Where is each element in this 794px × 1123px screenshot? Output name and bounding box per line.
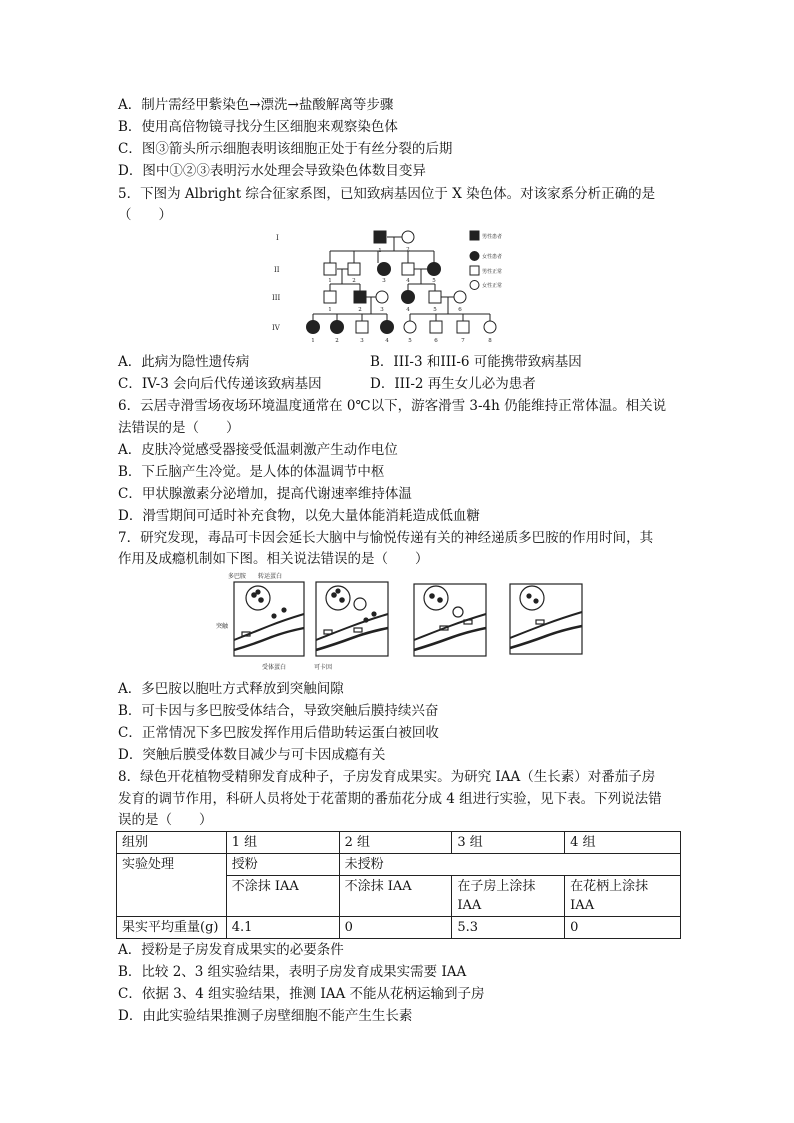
svg-text:1: 1 bbox=[328, 307, 332, 313]
gen-label-2: II bbox=[274, 266, 280, 274]
synapse-panel-3 bbox=[414, 584, 486, 656]
table-cell: 1 组 bbox=[226, 832, 339, 854]
q7-stem: 7．研究发现，毒品可卡因会延长大脑中与愉悦传递有关的神经递质多巴胺的作用时间，其 bbox=[118, 530, 654, 546]
label-receptor: 受体蛋白 bbox=[262, 664, 287, 671]
svg-text:2: 2 bbox=[335, 338, 339, 344]
svg-text:5: 5 bbox=[433, 307, 437, 313]
gen-label-4: IV bbox=[272, 324, 280, 332]
table-cell: 实验处理 bbox=[117, 854, 227, 917]
svg-text:3: 3 bbox=[360, 338, 364, 344]
q6-option-b: B．下丘脑产生冷觉。是人体的体温调节中枢 bbox=[118, 464, 385, 480]
q8-option-a: A．授粉是子房发育成果实的必要条件 bbox=[118, 942, 344, 958]
table-cell: 0 bbox=[565, 917, 681, 939]
svg-text:6: 6 bbox=[434, 338, 438, 344]
svg-text:2: 2 bbox=[406, 247, 410, 253]
svg-text:1: 1 bbox=[328, 278, 332, 284]
synapse-panel-1 bbox=[234, 582, 304, 656]
table-row bbox=[117, 917, 681, 939]
q6-option-d: D．滑雪期间可适时补充食物，以免大量体能消耗造成低血糖 bbox=[118, 508, 480, 524]
label-cocaine: 可卡因 bbox=[314, 664, 333, 671]
table-cell: 果实平均重量(g) bbox=[117, 917, 227, 939]
gen-label-3: III bbox=[272, 294, 281, 302]
q8-stem-cont2: 误的是（ ） bbox=[118, 812, 213, 828]
q6-stem: 6．云居寺滑雪场夜场环境温度通常在 0℃以下，游客滑雪 3-4h 仍能维持正常体温。相关说 bbox=[118, 398, 667, 414]
svg-text:3: 3 bbox=[380, 307, 384, 313]
synapse-panel-2 bbox=[316, 582, 388, 656]
table-cell: 3 组 bbox=[452, 832, 565, 854]
q8-option-d: D．由此实验结果推测子房壁细胞不能产生生长素 bbox=[118, 1008, 413, 1024]
table-cell: 2 组 bbox=[339, 832, 452, 854]
svg-text:1: 1 bbox=[378, 248, 382, 254]
table-cell: 4.1 bbox=[226, 917, 339, 939]
q5-option-d: D．III-2 再生女儿必为患者 bbox=[370, 376, 536, 392]
svg-text:2: 2 bbox=[352, 278, 356, 284]
q4-option-d: D．图中①②③表明污水处理会导致染色体数目变异 bbox=[118, 163, 426, 179]
q4-option-b: B．使用高倍物镜寻找分生区细胞来观察染色体 bbox=[118, 119, 398, 135]
table-cell: 不涂抹 IAA bbox=[226, 876, 339, 917]
q5-option-b: B．III-3 和III-6 可能携带致病基因 bbox=[370, 354, 582, 370]
svg-text:4: 4 bbox=[406, 307, 410, 313]
q7-option-c: C．正常情况下多巴胺发挥作用后借助转运蛋白被回收 bbox=[118, 725, 439, 741]
q8-stem-cont: 发育的调节作用，科研人员将处于花蕾期的番茄花分成 4 组进行实验，见下表。下列说法错 bbox=[118, 791, 662, 807]
synapse-panel-4 bbox=[510, 584, 582, 654]
svg-text:男性正常: 男性正常 bbox=[482, 269, 503, 275]
q7-stem-cont: 作用及成瘾机制如下图。相关说法错误的是（ ） bbox=[118, 551, 429, 567]
q6-stem-cont: 法错误的是（ ） bbox=[118, 420, 240, 436]
table-cell: 授粉 bbox=[226, 854, 339, 876]
svg-text:女性患者: 女性患者 bbox=[482, 254, 503, 260]
table-cell: 在子房上涂抹 IAA bbox=[452, 876, 565, 917]
table-cell: 不涂抹 IAA bbox=[339, 876, 452, 917]
gen-label-1: I bbox=[276, 234, 279, 242]
svg-text:7: 7 bbox=[461, 338, 465, 344]
pedigree-chart bbox=[270, 226, 530, 348]
svg-text:8: 8 bbox=[488, 338, 492, 344]
label-transporter: 转运蛋白 bbox=[258, 573, 283, 580]
table-row bbox=[117, 854, 681, 876]
svg-text:3: 3 bbox=[382, 278, 386, 284]
svg-text:4: 4 bbox=[406, 278, 410, 284]
synapse-figure bbox=[214, 570, 586, 674]
q5-stem-bracket: （ ） bbox=[118, 207, 172, 223]
q8-option-c: C．依据 3、4 组实验结果，推测 IAA 不能从花柄运输到子房 bbox=[118, 986, 485, 1002]
q5-stem: 5．下图为 Albright 综合征家系图，已知致病基因位于 X 染色体。对该家系分析正确的是 bbox=[118, 186, 656, 202]
q7-option-a: A．多巴胺以胞吐方式释放到突触间隙 bbox=[118, 681, 344, 697]
gen1-female-normal bbox=[402, 231, 414, 243]
table-cell: 4 组 bbox=[565, 832, 681, 854]
table-cell: 5.3 bbox=[452, 917, 565, 939]
q5-option-a: A．此病为隐性遗传病 bbox=[118, 354, 250, 370]
table-row bbox=[117, 832, 681, 854]
q8-stem: 8．绿色开花植物受精卵发育成种子，子房发育成果实。为研究 IAA（生长素）对番茄子房 bbox=[118, 769, 656, 785]
q7-option-b: B．可卡因与多巴胺受体结合，导致突触后膜持续兴奋 bbox=[118, 703, 439, 719]
table-cell: 0 bbox=[339, 917, 452, 939]
svg-text:4: 4 bbox=[385, 338, 389, 344]
table-cell: 在花柄上涂抹 IAA bbox=[565, 876, 681, 917]
svg-text:2: 2 bbox=[358, 307, 362, 313]
svg-text:男性患者: 男性患者 bbox=[482, 234, 503, 240]
svg-text:5: 5 bbox=[432, 278, 436, 284]
table-cell: 组别 bbox=[117, 832, 227, 854]
gen1-male-affected bbox=[374, 231, 386, 243]
experiment-table bbox=[116, 831, 681, 939]
q4-option-c: C．图③箭头所示细胞表明该细胞正处于有丝分裂的后期 bbox=[118, 141, 453, 157]
table-cell: 未授粉 bbox=[339, 854, 680, 876]
svg-text:5: 5 bbox=[408, 338, 412, 344]
svg-text:1: 1 bbox=[311, 338, 315, 344]
q5-option-c: C．IV-3 会向后代传递该致病基因 bbox=[118, 376, 322, 392]
q6-option-c: C．甲状腺激素分泌增加，提高代谢速率维持体温 bbox=[118, 486, 412, 502]
svg-text:女性正常: 女性正常 bbox=[482, 283, 503, 289]
q6-option-a: A．皮肤冷觉感受器接受低温刺激产生动作电位 bbox=[118, 442, 398, 458]
q8-option-b: B．比较 2、3 组实验结果，表明子房发育成果实需要 IAA bbox=[118, 964, 467, 980]
q7-option-d: D．突触后膜受体数目减少与可卡因成瘾有关 bbox=[118, 747, 386, 763]
q4-option-a: A．制片需经甲紫染色→漂洗→盐酸解离等步骤 bbox=[118, 97, 394, 113]
label-synapse: 突触 bbox=[216, 623, 229, 630]
svg-text:6: 6 bbox=[458, 307, 462, 313]
label-dopamine: 多巴胺 bbox=[228, 573, 247, 580]
